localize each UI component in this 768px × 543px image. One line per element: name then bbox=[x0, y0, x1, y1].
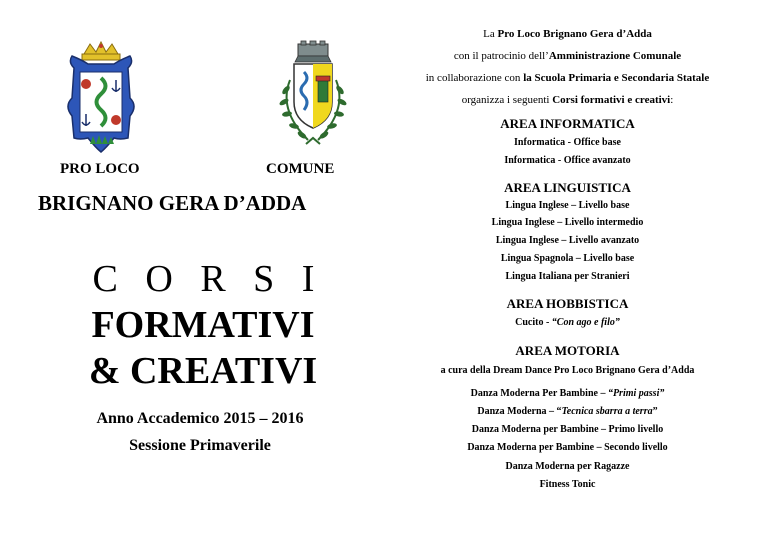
town-name: BRIGNANO GERA D’ADDA bbox=[38, 191, 307, 215]
intro-line-4: organizza i seguenti Corsi formativi e creativi: bbox=[461, 94, 674, 106]
academic-year: Anno Accademico 2015 – 2016 bbox=[96, 410, 304, 427]
area-motoria-title: AREA MOTORIA bbox=[515, 343, 620, 358]
intro-line-1: La Pro Loco Brignano Gera d’Adda bbox=[483, 28, 652, 40]
course-item: Danza Moderna – “Tecnica sbarra a terra” bbox=[477, 406, 658, 417]
course-item: Danza Moderna per Ragazze bbox=[505, 461, 630, 472]
comune-coat-of-arms bbox=[268, 40, 358, 156]
label-comune: COMUNE bbox=[266, 161, 335, 177]
proloco-coat-of-arms bbox=[60, 40, 142, 156]
area-motoria-subtitle: a cura della Dream Dance Pro Loco Brignano Gera d’Adda bbox=[440, 365, 695, 376]
course-item: Danza Moderna per Bambine – Secondo livello bbox=[467, 442, 668, 453]
title-formativi: FORMATIVI bbox=[91, 304, 315, 346]
session-label: Sessione Primaverile bbox=[129, 437, 271, 454]
area-informatica-title: AREA INFORMATICA bbox=[500, 116, 635, 131]
course-item: Danza Moderna per Bambine – Primo livello bbox=[471, 424, 664, 435]
intro-line-3: in collaborazione con la Scuola Primaria e Secondaria Statale bbox=[425, 72, 710, 84]
intro-line-2: con il patrocinio dell’Amministrazione Comunale bbox=[453, 50, 682, 62]
course-item: Danza Moderna Per Bambine – “Primi passi” bbox=[470, 388, 665, 399]
area-hobbistica-title: AREA HOBBISTICA bbox=[506, 296, 629, 311]
course-item: Lingua Spagnola – Livello base bbox=[500, 253, 635, 264]
course-item: Lingua Italiana per Stranieri bbox=[505, 271, 630, 282]
label-proloco: PRO LOCO bbox=[60, 161, 140, 177]
title-creativi: & CREATIVI bbox=[88, 350, 318, 392]
course-item: Lingua Inglese – Livello base bbox=[505, 200, 630, 211]
title-corsi: C O R S I bbox=[92, 258, 324, 300]
course-item: Fitness Tonic bbox=[539, 479, 596, 490]
course-item: Informatica - Office avanzato bbox=[504, 155, 631, 166]
course-item: Lingua Inglese – Livello avanzato bbox=[495, 235, 640, 246]
course-item: Lingua Inglese – Livello intermedio bbox=[491, 217, 644, 228]
course-item: Cucito - “Con ago e filo” bbox=[515, 317, 620, 328]
course-item: Informatica - Office base bbox=[514, 137, 621, 148]
area-linguistica-title: AREA LINGUISTICA bbox=[504, 180, 631, 195]
